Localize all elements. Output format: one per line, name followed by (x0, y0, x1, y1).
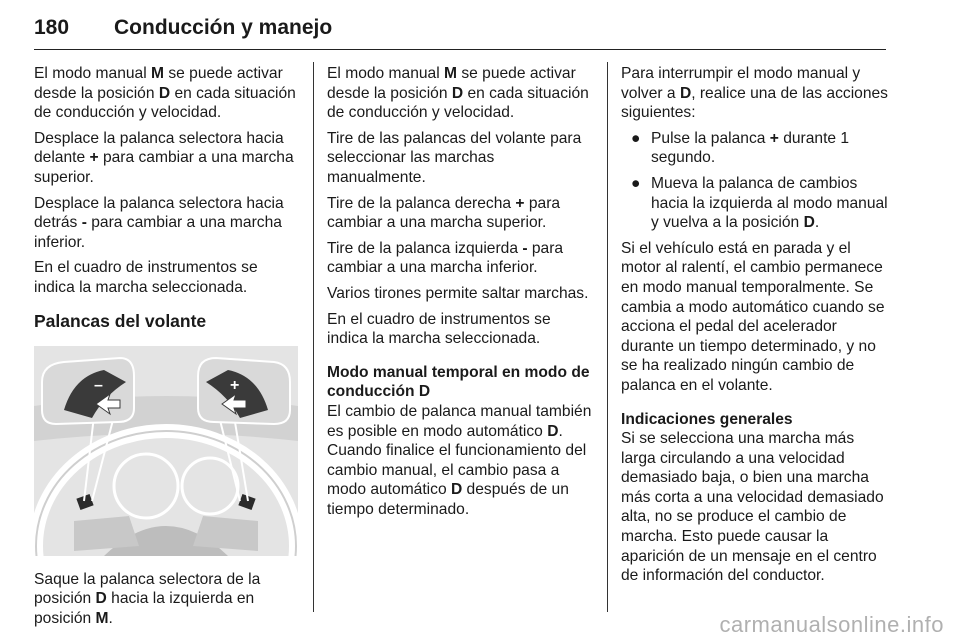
steering-wheel-drawing (34, 346, 298, 556)
subsection-heading: Modo manual temporal en modo de conducción D (327, 363, 590, 401)
text: Pulse la palanca (651, 129, 770, 147)
text-bold: M (444, 65, 458, 82)
subsection-heading: Indicaciones generales (621, 410, 793, 428)
paragraph (34, 570, 302, 629)
text: para cambiar a una marcha inferior. (34, 214, 282, 251)
text: en cada situación de conducción y velocidad. (34, 84, 296, 122)
text: para cambiar a una marcha inferior. (327, 239, 564, 277)
header-rule (34, 49, 886, 50)
paragraph (34, 129, 302, 188)
paragraph: En el cuadro de instrumentos se indica la marcha seleccionada. (327, 310, 551, 348)
text: durante 1 segundo. (651, 129, 850, 167)
steering-wheel-paddles-illustration (34, 346, 298, 556)
paragraph (327, 64, 595, 123)
text: Tire de la palanca izquierda (327, 239, 523, 257)
paragraph (34, 194, 302, 253)
text: en cada situación de conducción y velocidad. (327, 84, 589, 122)
text: Desplace la palanca selectora hacia detrás (34, 194, 284, 232)
list-item (621, 174, 889, 233)
column-2 (327, 64, 595, 525)
text: El modo manual (34, 65, 152, 82)
text-bold: D (158, 84, 171, 102)
text-bold: D (450, 481, 463, 499)
text-bold: + (515, 194, 525, 212)
text: Tire de la palanca derecha (327, 194, 516, 212)
paragraph (327, 402, 595, 520)
minus-label: – (94, 376, 103, 394)
text-bold: + (89, 149, 99, 167)
text: . (814, 214, 820, 232)
text-bold: M (95, 609, 109, 627)
column-divider-2 (607, 62, 608, 612)
text: Mueva la palanca de cambios hacia la izquierda al modo manual y vuelva a la posición (651, 174, 888, 232)
paragraph (327, 239, 595, 278)
text: Desplace la palanca selectora hacia delante (34, 129, 284, 167)
paragraph: Si se selecciona una marcha más larga circulando a una velocidad demasiado baja, o bien una marcha más corta a una velocidad demasiado alta, no se produce el cambio de marcha. Esto puede causar la aparición de un mensaje en el centro de información del conductor. (621, 430, 884, 585)
bullet-list (621, 129, 889, 233)
text: para cambiar a una marcha superior. (34, 149, 294, 186)
text: Saque la palanca selectora de la posición (34, 570, 261, 608)
paragraph (34, 64, 302, 123)
text-bold: D (679, 84, 692, 102)
text-bold: D (95, 590, 107, 608)
text-bold: - (522, 239, 528, 257)
column-divider-1 (313, 62, 314, 612)
chapter-title: Conducción y manejo (114, 16, 333, 39)
paragraph (621, 64, 889, 123)
text: después de un tiempo determinado. (327, 481, 569, 518)
bullet-icon: ● (631, 129, 641, 147)
column-3 (621, 64, 889, 592)
plus-label: + (230, 376, 240, 394)
text-bold: D (547, 422, 559, 440)
text: . Cuando finalice el funcionamiento del cambio manual, el cambio pasa a modo automático (327, 422, 587, 499)
paragraph (327, 194, 595, 233)
text: se puede activar desde la posición (34, 65, 283, 102)
text-bold: M (151, 65, 165, 82)
text: para cambiar a una marcha superior. (327, 194, 561, 232)
text-bold: D (451, 84, 464, 102)
paragraph: En el cuadro de instrumentos se indica la marcha seleccionada. (34, 259, 258, 296)
text: El modo manual (327, 65, 445, 82)
paragraph: Si el vehículo está en parada y el motor al ralentí, el cambio permanece en modo manual temporalmente. Se cambia a modo automático cuando se acciona el pedal del acelerador durante un tiempo determinado, y no se ha realizado ningún cambio de palanca en el volante. (621, 239, 885, 394)
text: se puede activar desde la posición (327, 65, 576, 102)
text: El cambio de palanca manual también es posible en modo automático (327, 402, 592, 440)
section-heading: Palancas del volante (34, 310, 207, 331)
list-item (621, 129, 889, 168)
text: Para interrumpir el modo manual y volver a (621, 65, 861, 102)
bullet-icon: ● (631, 174, 641, 192)
paragraph: Tire de las palancas del volante para seleccionar las marchas manualmente. (327, 129, 582, 186)
column-1 (34, 64, 302, 634)
watermark: carmanualsonline.info (719, 612, 944, 637)
text: . (108, 609, 113, 627)
text: hacia la izquierda en posición (34, 590, 255, 627)
page-header (34, 12, 886, 52)
text-bold: D (803, 214, 815, 232)
text-bold: + (769, 129, 779, 147)
paragraph: Varios tirones permite saltar marchas. (327, 284, 589, 302)
text: , realice una de las acciones siguientes: (621, 84, 888, 122)
page-number: 180 (34, 16, 70, 39)
text-bold: - (81, 214, 87, 232)
